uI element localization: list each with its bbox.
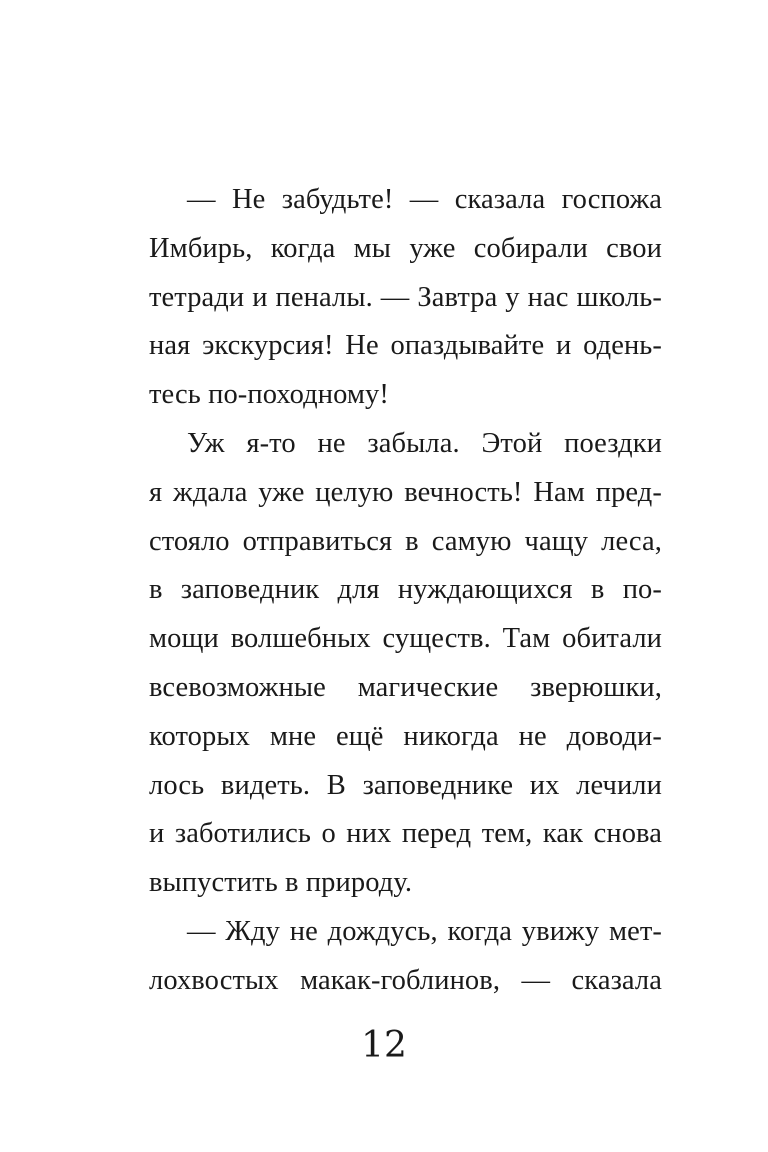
text-line: ная экскурсия! Не опаздывайте и одень- <box>149 330 662 362</box>
text-line: выпустить в природу. <box>149 867 413 899</box>
text-line: тесь по-походному! <box>149 379 390 411</box>
text-line: лось видеть. В заповеднике их лечили <box>149 769 662 801</box>
text-line: тетради и пеналы. — Завтра у нас школь- <box>149 281 662 313</box>
text-line: я ждала уже целую вечность! Нам пред- <box>149 476 662 508</box>
text-line: лохвостых макак-гоблинов, — сказала <box>149 964 662 996</box>
text-line: Имбирь, когда мы уже собирали свои <box>149 232 662 264</box>
page-number: 12 <box>361 1025 407 1066</box>
text-line: стояло отправиться в самую чащу леса, <box>149 525 662 557</box>
text-line: всевозможные магические зверюшки, <box>149 671 662 703</box>
text-line: которых мне ещё никогда не доводи- <box>149 720 662 752</box>
text-line: мощи волшебных существ. Там обитали <box>149 623 662 655</box>
text-line: — Не забудьте! — сказала госпожа <box>187 184 662 215</box>
text-line: — Жду не дождусь, когда увижу мет- <box>187 915 662 947</box>
text-line: Уж я-то не забыла. Этой поездки <box>187 427 662 459</box>
text-line: в заповедник для нуждающихся в по- <box>149 574 662 606</box>
text-line: и заботились о них перед тем, как снова <box>149 818 662 850</box>
body-text <box>149 176 662 1006</box>
